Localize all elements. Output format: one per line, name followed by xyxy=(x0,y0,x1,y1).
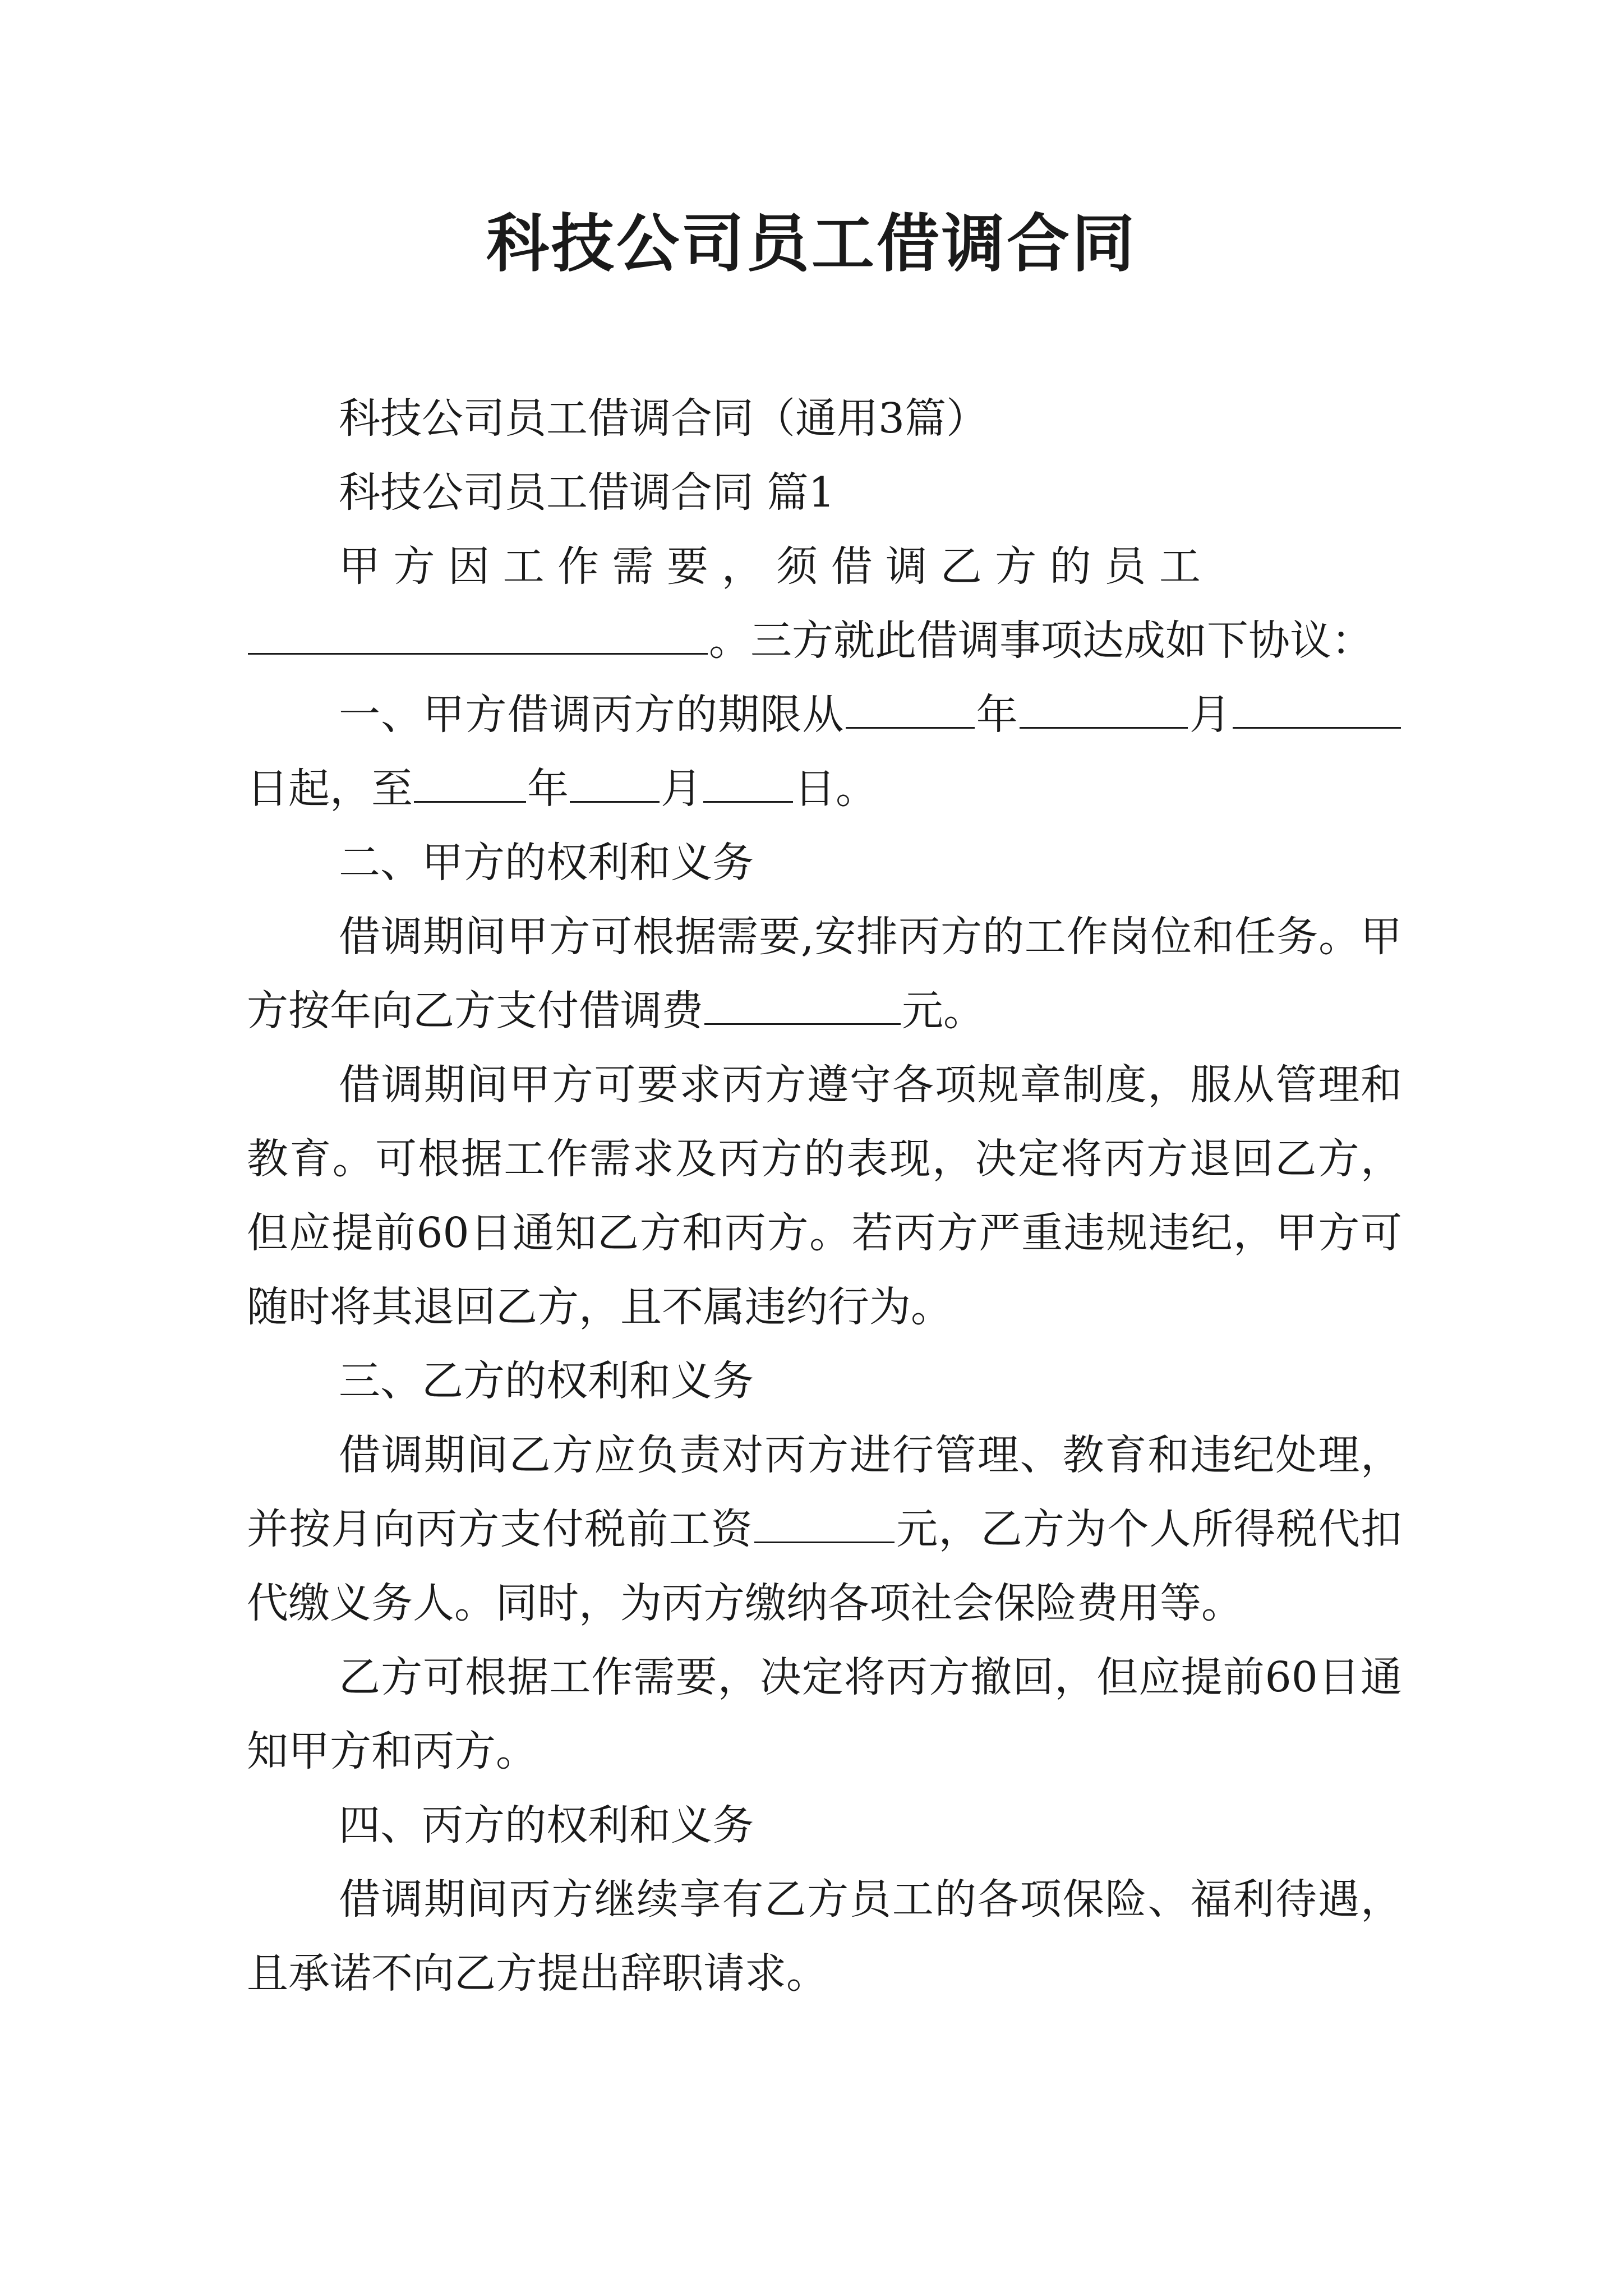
section-3-paragraph-2: 乙方可根据工作需要，决定将丙方撤回，但应提前60日通知甲方和丙方。 xyxy=(247,1653,1402,1775)
intro-tail: 。三方就此借调事项达成如下协议： xyxy=(709,616,1373,665)
section-2-paragraph-2: 借调期间甲方可要求丙方遵守各项规章制度，服从管理和教育。可根据工作需求及丙方的表现，决定将丙方退回乙方，但应提前60日通知乙方和丙方。若丙方严重违规违纪，甲方可随时将其退回乙方，且不属违约行为。 xyxy=(247,1061,1402,1331)
end-year-blank xyxy=(414,760,526,803)
wage-blank xyxy=(754,1500,895,1543)
clause-1-text-c: 月 xyxy=(1188,691,1232,739)
end-month-blank xyxy=(570,760,660,803)
clause-1-text-g: 日。 xyxy=(794,765,877,813)
clause-1-text-e: 年 xyxy=(527,765,569,813)
section-3-heading: 三、乙方的权利和义务 xyxy=(339,1357,754,1405)
start-year-blank xyxy=(846,685,975,729)
document-title: 科技公司员工借调合同 xyxy=(486,207,1137,280)
start-day-blank xyxy=(1233,685,1401,729)
intro-paragraph xyxy=(247,530,1402,678)
clause-1-text-a: 一、甲方借调丙方的期限从 xyxy=(339,691,845,739)
section-3-p1-tail: 元，乙方为个人所得税代扣代缴义务人。同时，为丙方缴纳各项社会保险费用等。 xyxy=(247,1505,1402,1627)
loan-fee-blank xyxy=(704,982,901,1025)
clause-1-text-d: 日起，至 xyxy=(247,765,413,813)
start-month-blank xyxy=(1020,685,1188,729)
subtitle: 科技公司员工借调合同（通用3篇） xyxy=(339,394,988,443)
clause-1-text-f: 月 xyxy=(661,765,702,813)
section-2-heading: 二、甲方的权利和义务 xyxy=(339,839,754,887)
part-heading: 科技公司员工借调合同 篇1 xyxy=(339,468,835,517)
section-3-paragraph-1 xyxy=(247,1418,1402,1640)
section-2-p1-unit: 元。 xyxy=(902,987,985,1035)
section-4-heading: 四、丙方的权利和义务 xyxy=(339,1801,754,1849)
clause-1-text-b: 年 xyxy=(975,691,1018,739)
document-body xyxy=(247,381,1402,2010)
end-day-blank xyxy=(703,760,793,803)
section-3-p1-text: 借调期间乙方应负责对丙方进行管理、教育和违纪处理，并按月向丙方支付税前工资 xyxy=(247,1431,1402,1553)
section-2-p1-text: 借调期间甲方可根据需要,安排丙方的工作岗位和任务。甲方按年向乙方支付借调费 xyxy=(247,913,1402,1035)
section-4-paragraph-1: 借调期间丙方继续享有乙方员工的各项保险、福利待遇，且承诺不向乙方提出辞职请求。 xyxy=(247,1875,1402,1998)
intro-lead: 甲 方 因 工 作 需 要 ， 须 借 调 乙 方 的 员 工 xyxy=(339,542,1201,591)
clause-1 xyxy=(247,678,1402,826)
section-2-paragraph-1 xyxy=(247,900,1402,1048)
employee-name-blank xyxy=(248,611,708,655)
